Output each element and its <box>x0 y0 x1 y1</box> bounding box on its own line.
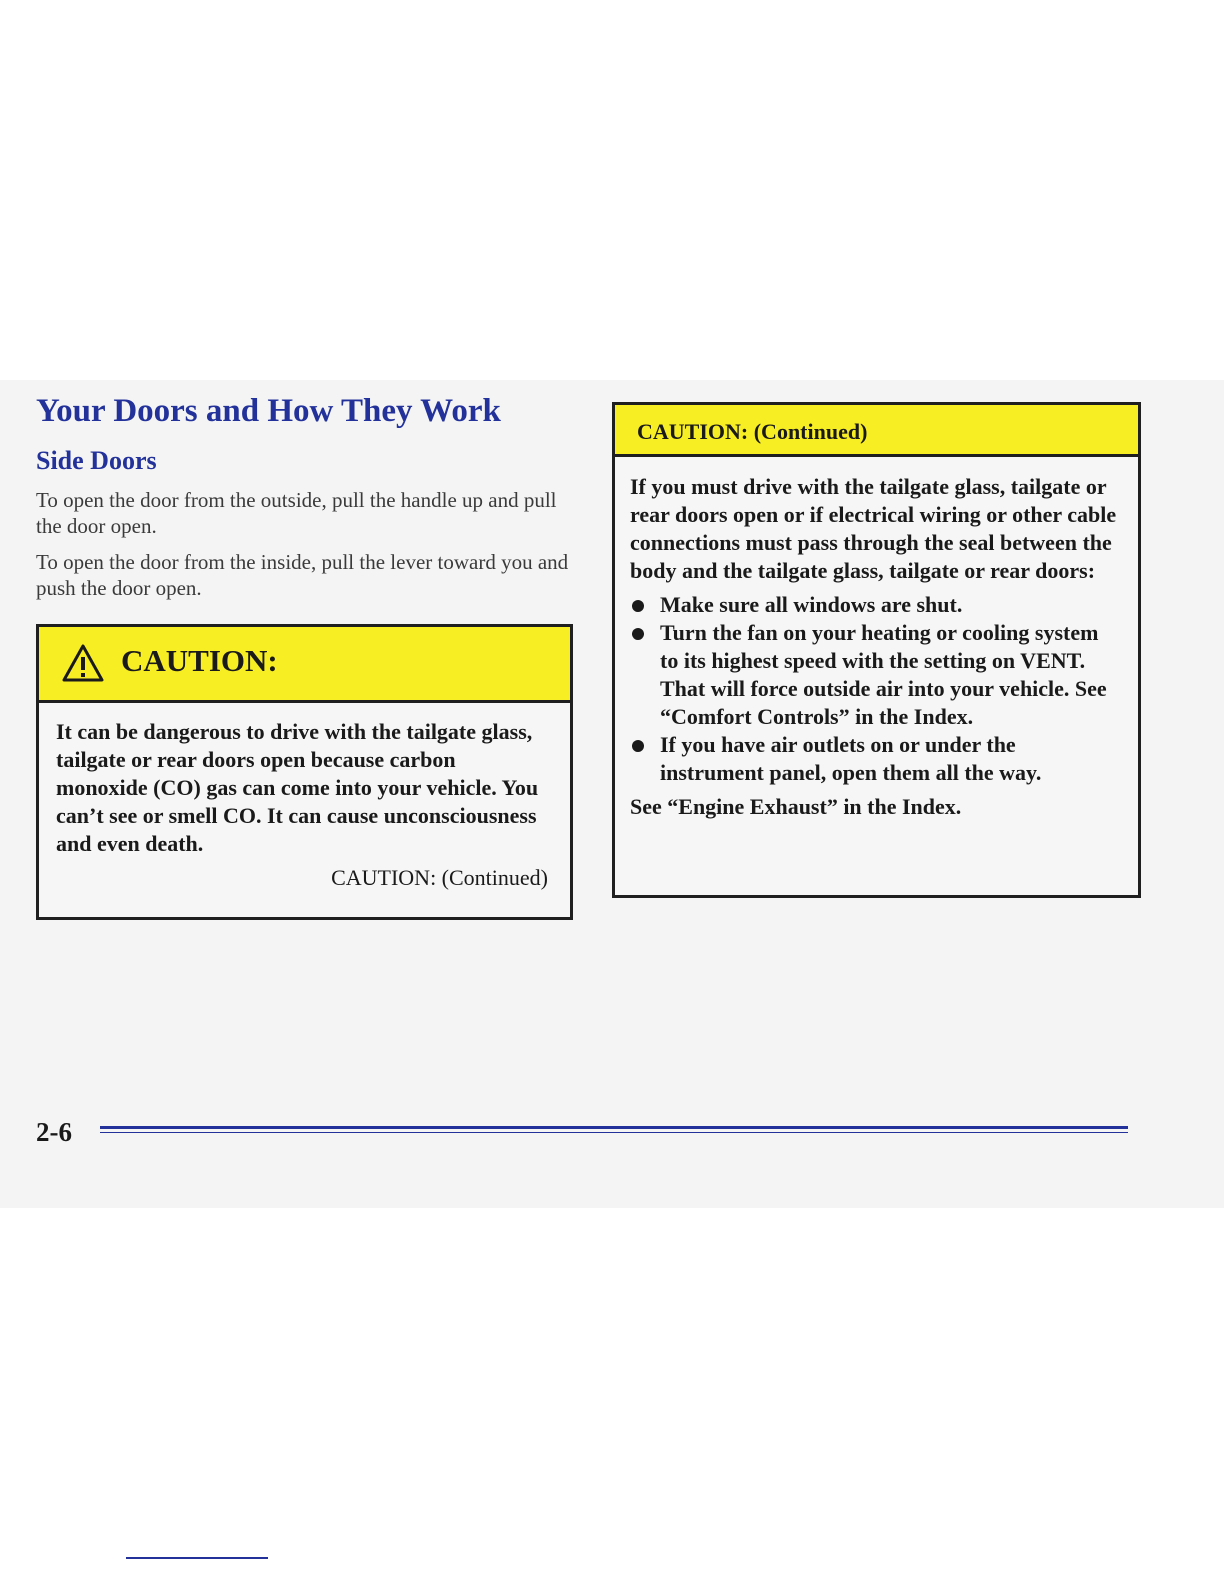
footer-rule <box>100 1126 1128 1134</box>
caution-header <box>39 627 570 703</box>
caution-bullet-item <box>630 619 1120 731</box>
footer-rule-thick <box>100 1126 1128 1129</box>
caution-continued-body <box>615 457 1138 821</box>
caution-outro: See “Engine Exhaust” in the Index. <box>630 794 962 819</box>
caution-continued-box <box>612 402 1141 898</box>
paragraph-outside-open: To open the door from the outside, pull the handle up and pull the door open. <box>36 488 557 538</box>
bullet-icon <box>632 628 644 640</box>
caution-bullet-list <box>630 591 1120 787</box>
bullet-icon <box>632 600 644 612</box>
caution-intro: If you must drive with the tailgate glass, tailgate or rear doors open or if electrical wiring or other cable connections must pass through the seal between the body and the tailgate glass, tailgate or rear doors: <box>630 474 1117 583</box>
bullet-icon <box>632 740 644 752</box>
page-number: 2-6 <box>36 1117 72 1147</box>
subsection-title: Side Doors <box>36 446 157 475</box>
caution-continued-heading: CAUTION: (Continued) <box>637 419 868 444</box>
bullet-text: Turn the fan on your heating or cooling system to its highest speed with the setting on VENT. That will force outside air into your vehicle. See “Comfort Controls” in the Index. <box>660 620 1107 729</box>
paragraph-inside-open: To open the door from the inside, pull the lever toward you and push the door open. <box>36 550 569 600</box>
bullet-text: If you have air outlets on or under the instrument panel, open them all the way. <box>660 732 1042 785</box>
section-title: Your Doors and How They Work <box>36 393 501 429</box>
caution-continued-label: CAUTION: (Continued) <box>331 865 548 890</box>
bottom-divider <box>126 1557 268 1559</box>
caution-bullet-item <box>630 591 1120 619</box>
caution-bullet-item <box>630 731 1120 787</box>
warning-triangle-icon <box>61 643 105 683</box>
caution-heading: CAUTION: <box>121 643 278 678</box>
caution-box <box>36 624 573 920</box>
caution-body <box>39 703 570 892</box>
footer-rule-thin <box>100 1132 1128 1133</box>
bullet-text: Make sure all windows are shut. <box>660 592 963 617</box>
caution-continued-header <box>615 405 1138 457</box>
caution-text: It can be dangerous to drive with the tailgate glass, tailgate or rear doors open because carbon monoxide (CO) gas can come into your vehicle. You can’t see or smell CO. It can cause unconsciousness and even death. <box>56 719 539 856</box>
